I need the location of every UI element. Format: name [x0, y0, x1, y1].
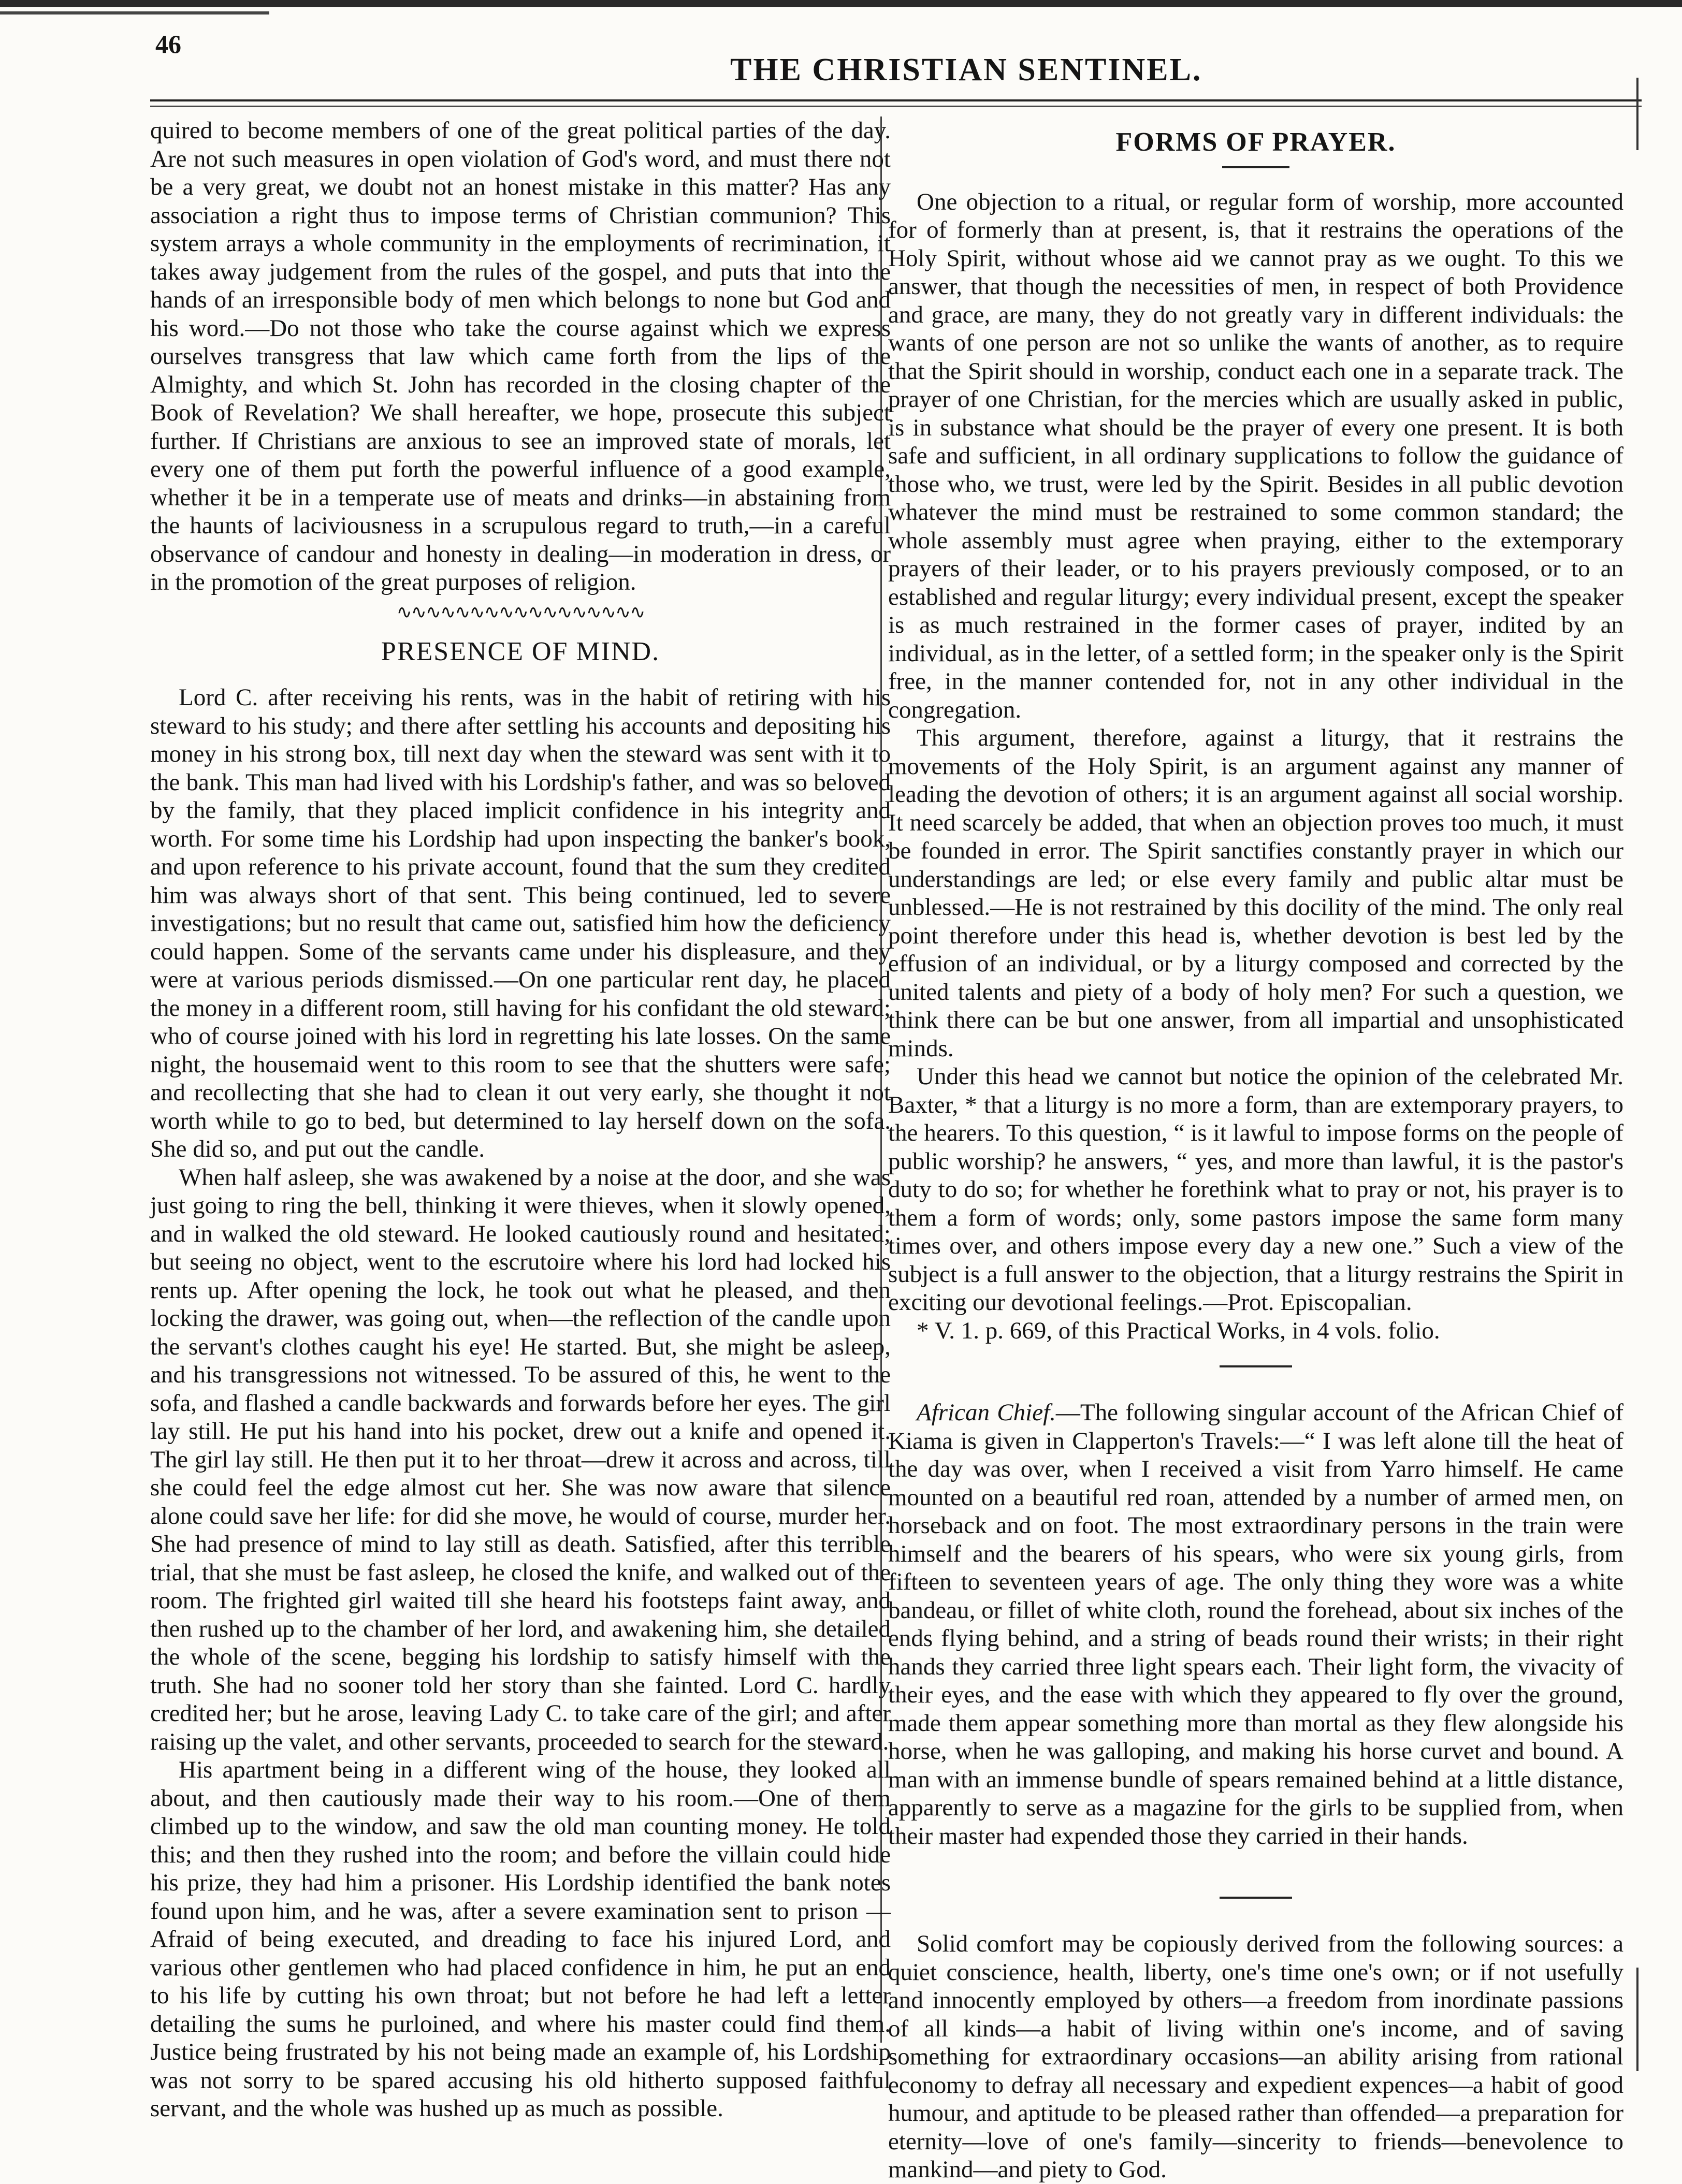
closing-paragraph: Solid comfort may be copiously derived from the following sources: a quiet conscience, health, liberty, one's time one's own; or if not usefully and innocently employed by others—a freedom from inordinate passions of all kinds—a habit of living within one's income, and of saving something for extraordinary occasions—an ability arising from rational economy to defray all necessary and expedient expences—a habit of good humour, and aptitude to be pleased rather than offended—a preparation for eternity—love of one's family—sincerity to friends—benevolence to mankind—and piety to God. [888, 1930, 1623, 2183]
article-paragraph: This argument, therefore, against a liturgy, that it restrains the movements of the Holy Spirit, is an argument against any manner of leading the devotion of others; it is an argument against all social worship. It need scarcely be added, that when an objection proves too much, it must be founded in error. The Spirit sanctifies constantly prayer in which our understandings are led; or else every family and public altar must be unblessed.—He is not restrained by this docility of the mind. The only real point therefore under this head is, whether devotion is best led by the effusion of an individual, or by a liturgy composed and corrected by the united talents and piety of a body of holy men? For such a question, we think there can be but one answer, from all impartial and unsophisticated minds. [888, 724, 1623, 1062]
section-rule [1220, 1365, 1292, 1367]
article-paragraph: Under this head we cannot but notice the opinion of the celebrated Mr. Baxter, * that a liturgy is no more a form, than are extemporary prayers, to the hearers. To this question, “ is it lawful to impose forms on the people of public worship? he answers, “ yes, and more than lawful, it is the pastor's duty to do so; for whether he forethink what to pray or not, his prayer is to them a form of words; only, some pastors impose the same form many times over, and others impose every day a new one.” Such a view of the subject is a full answer to the objection, that a liturgy restrains the Spirit in exciting our devotional feelings.—Prot. Episcopalian. [888, 1063, 1623, 1316]
african-chief-text: —The following singular account of the African Chief of Kiama is given in Clapperton's Travels:—“ I was left alone till the heat of the day was over, when I received a visit from Yarro himself. He came mounted on a beautiful red roan, attended by a number of armed men, on horseback and on foot. The most extraordinary persons in the train were himself and the bearers of his spears, who were six young girls, from fifteen to seventeen years of age. The only thing they wore was a white bandeau, or fillet of white cloth, round the forehead, about six inches of the ends flying behind, and a string of beads round their wrists; in their right hands they carried three light spears each. Their light form, the vivacity of their eyes, and the ease with which they appeared to fly over the ground, made them appear something more than mortal as they flew alongside his horse, when he was galloping, and making his horse curvet and bound. A man with an immense bundle of spears remained behind at a little distance, apparently to serve as a magazine for the girls to be supplied from, when their master had expended those they carried in their hands. [888, 1399, 1623, 1850]
margin-mark [1636, 78, 1639, 150]
ornamental-rule: ∿∿∿∿∿∿∿∿∿∿∿∿∿∿∿∿∿ [396, 601, 645, 622]
page-number: 46 [155, 30, 181, 59]
right-column [888, 124, 1623, 2184]
article-paragraph: Lord C. after receiving his rents, was in the habit of retiring with his steward to his study; and there after settling his accounts and depositing his money in his strong box, till next day when the steward was sent with it to the bank. This man had lived with his Lordship's father, and was so beloved by the family, that they placed implicit confidence in his integrity and worth. For some time his Lordship had upon inspecting the banker's book, and upon reference to his private account, found that the sum they credited him was always short of that sent. This being continued, led to severe investigations; but no result that came out, satisfied him how the deficiency could happen. Some of the servants came under his displeasure, and they were at various periods dismissed.—On one particular rent day, he placed the money in a different room, still having for his confidant the old steward; who of course joined with his lord in regretting his late losses. On the same night, the housemaid went to this room to see that the shutters were safe; and recollecting that she had to clean it out very early, she thought it not worth while to go to bed, but determined to lay herself down on the sofa. She did so, and put out the candle. [150, 684, 891, 1162]
title-rule [1222, 166, 1289, 168]
article-paragraph: When half asleep, she was awakened by a noise at the door, and she was just going to ring the bell, thinking it were thieves, when it slowly opened, and in walked the old steward. He looked cautiously round and hesitated; but seeing no object, went to the escrutoire where his lord had locked his rents up. After opening the lock, he took out what he pleased, and then locking the drawer, was going out, when—the reflection of the candle upon the servant's clothes caught his eye! He started. But, she might be asleep, and his transgressions not witnessed. To be assured of this, he went to the sofa, and flashed a candle backwards and forwards before her eyes. The girl lay still. He put his hand into his pocket, drew out a knife and opened it. The girl lay still. He then put it to her throat—drew it across and across, till she could feel the edge almost cut her. She was now aware that silence alone could save her life: for did she move, he would of course, murder her. She had presence of mind to lay still as death. Satisfied, after this terrible trial, that she must be fast asleep, he closed the knife, and walked out of the room. The frighted girl waited till she heard his footsteps faint away, and then rushed up to the chamber of her lord, and awakening him, she detailed the whole of the scene, begging his lordship to satisfy himself with the truth. She had no sooner told her story than she fainted. Lord C. hardly credited her; but he arose, leaving Lady C. to take care of the girl; and after raising up the valet, and other servants, proceeded to search for the steward. [150, 1163, 891, 1755]
article-paragraph: His apartment being in a different wing of the house, they looked all about, and then cautiously made their way to his room.—One of them climbed up to the window, and saw the old man counting money. He told this; and then they rushed into the room; and before the villain could hide his prize, they had him a prisoner. His Lordship identified the bank notes found upon him, and he was, after a severe examination sent to prison —Afraid of being executed, and dreading to face his injured Lord, and various other gentlemen who had placed confidence in him, he put an end to his life by cutting his own throat; but not before he had left a letter detailing the sums he purloined, and where his master could find them. Justice being frustrated by his not being made an example of, his Lordship was not sorry to be spared accusing his old hitherto supposed faithful servant, and the whole was hushed up as much as possible. [150, 1756, 891, 2122]
header-double-rule [150, 99, 1642, 107]
running-head: THE CHRISTIAN SENTINEL. [730, 52, 1202, 88]
margin-mark [1636, 1968, 1639, 2071]
article-paragraph: One objection to a ritual, or regular form of worship, more accounted for of formerly than at present, is, that it restrains the operations of the Holy Spirit, without whose aid we cannot pray as we ought. To this we answer, that though the necessities of men, in respect of both Providence and grace, are many, they do not greatly vary in different individuals: the wants of one person are not so unlike the wants of another, as to require that the Spirit should in worship, conduct each one in a separate track. The prayer of one Christian, for the mercies which are usually asked in public, is in substance what should be the prayer of every one present. It is both safe and sufficient, in all ordinary supplications to follow the guidance of those who, we trust, were led by the Spirit. Besides in all public devotion whatever the mind must be restrained to some common standard; the whole assembly must agree when praying, either to the extemporary prayers of their leader, or to his prayers previously composed, or to an established and regular liturgy; every individual present, except the speaker is as much restrained in the former cases of prayer, indited by an individual, as in the letter, of a settled form; in the speaker only is the Spirit free, in the manner contended for, not in any other individual in the congregation. [888, 188, 1623, 723]
continued-paragraph: quired to become members of one of the great political parties of the day. Are not such measures in open violation of God's word, and must there not be a very great, we doubt not an honest mistake in this matter? Has any association a right thus to impose terms of Christian communion? This system arrays a whole community in the employments of recrimination, it takes away judgement from the rules of the gospel, and puts that into the hands of an irresponsible body of men which belongs to none but God and his word.—Do not those who take the course against which we express ourselves transgress that law which came forth from the lips of the Almighty, and which St. John has recorded in the closing chapter of the Book of Revelation? We shall hereafter, we hope, prosecute this subject further. If Christians are anxious to see an improved state of morals, let every one of them put forth the powerful influence of a good example, whether it be in a temperate use of meats and drinks—in abstaining from the haunts of laciviousness in a scrupulous regard to truth,—in a careful observance of candour and honesty in dealing—in moderation in dress, or in the promotion of the great purposes of religion. [150, 117, 891, 595]
footnote: * V. 1. p. 669, of this Practical Works, in 4 vols. folio. [917, 1317, 1440, 1344]
run-in-heading: African Chief. [917, 1399, 1056, 1426]
section-rule [1220, 1897, 1292, 1899]
top-border-rule-thin [0, 11, 269, 14]
title-spacer [150, 668, 891, 683]
article-title-presence-of-mind: PRESENCE OF MIND. [381, 636, 660, 666]
top-border-rule [0, 0, 1682, 7]
african-chief-paragraph [888, 1399, 1623, 1850]
article-title-forms-of-prayer: FORMS OF PRAYER. [1115, 127, 1396, 157]
left-column [150, 117, 891, 2123]
